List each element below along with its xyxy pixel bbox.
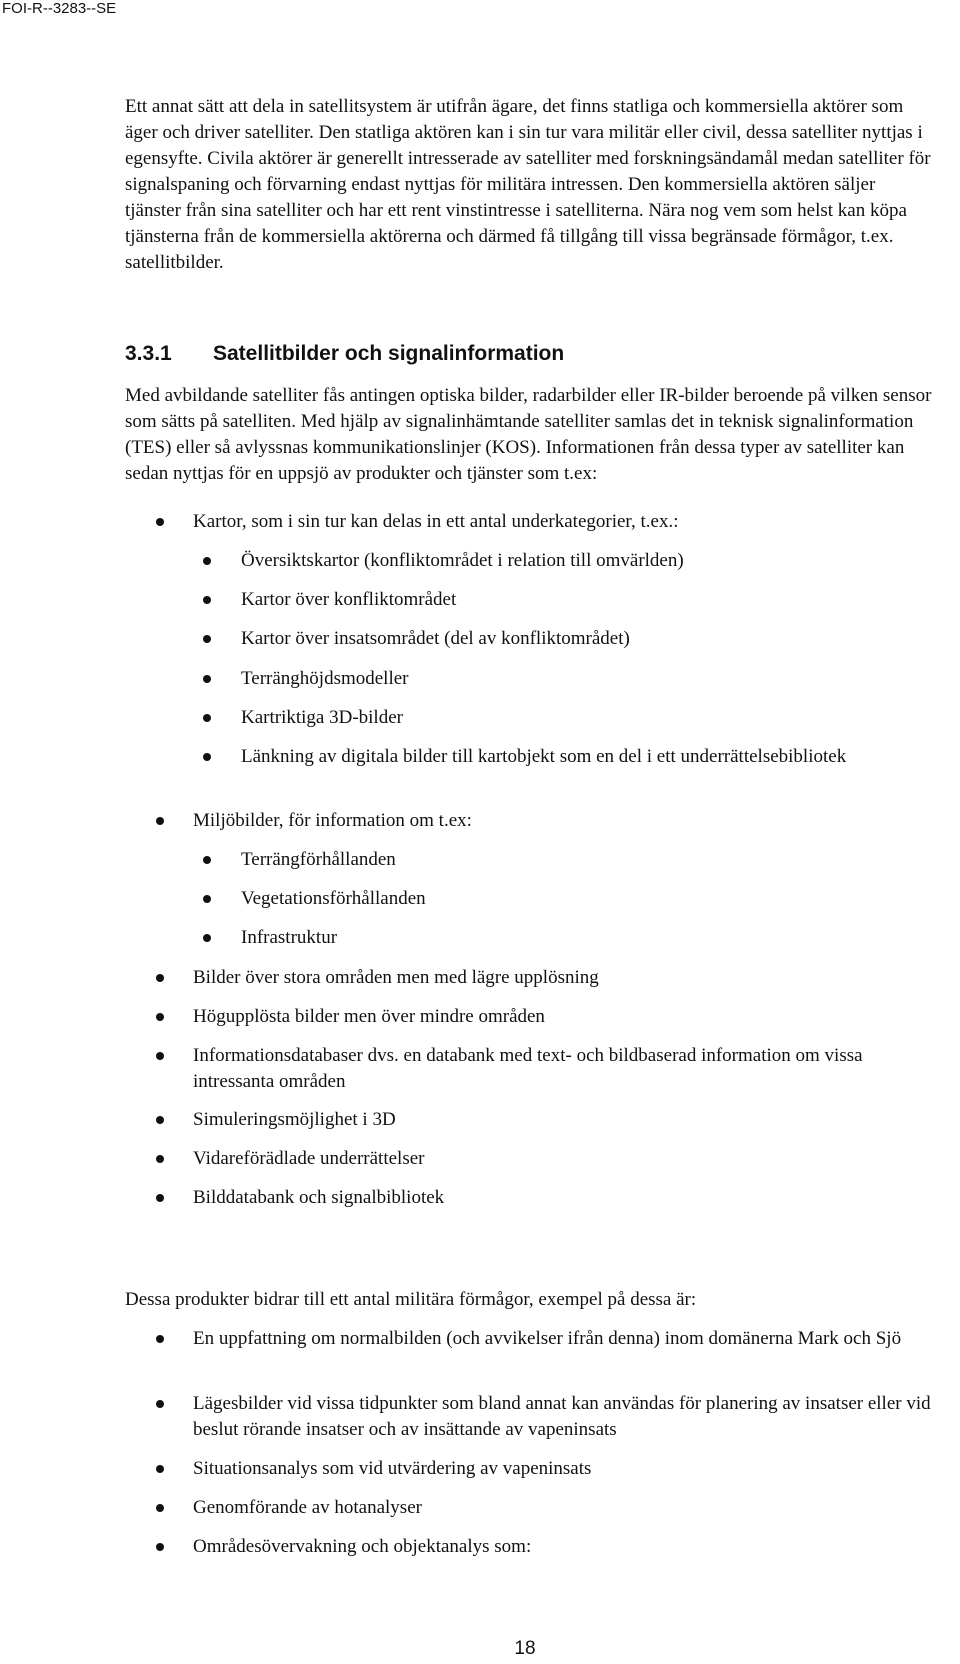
bullet-icon <box>156 974 164 982</box>
bullet-icon <box>156 1543 164 1551</box>
bullet-icon <box>156 1155 164 1163</box>
paragraph-imaging: Med avbildande satelliter fås antingen optiska bilder, radarbilder eller IR-bilder beroende på vilken sensor som sätts på satelliten. Med hjälp av signalinhämtande satelliter samlas det in teknisk signalinformation (TES) eller så avlyssnas kommunikationslinjer (KOS). Informationen från dessa typer av satelliter kan sedan nyttjas för en uppsjö av produkter och tjänster som t.ex: <box>125 385 932 484</box>
bullet-icon <box>203 934 211 942</box>
bullet-icon <box>156 1400 164 1408</box>
document-code-header: FOI-R--3283--SE <box>2 0 117 17</box>
bullet-icon <box>203 856 211 864</box>
section-heading <box>125 342 564 366</box>
bullet-icon <box>203 675 211 683</box>
bullet-icon <box>203 635 211 643</box>
bullet-icon <box>156 1504 164 1512</box>
bullet-icon <box>203 596 211 604</box>
section-number: 3.3.1 <box>125 342 172 365</box>
bullet-icon <box>203 557 211 565</box>
bullet-icon <box>156 1194 164 1202</box>
bullet-icon <box>156 1116 164 1124</box>
bullet-icon <box>203 895 211 903</box>
bullet-icon <box>156 518 164 526</box>
body-text-block <box>125 94 935 276</box>
bullet-icon <box>203 753 211 761</box>
page-number: 18 <box>514 1638 536 1659</box>
bullet-icon <box>203 714 211 722</box>
paragraph-ownership: Ett annat sätt att dela in satellitsystem är utifrån ägare, det finns statliga och kommersiella aktörer som äger och driver satelliter. Den statliga aktören kan i sin tur vara militär eller civil, dessa satelliter nyttjas i egensyfte. Civila aktörer är generellt intresserade av satelliter med forskningsändamål medan satelliter för signalspaning och förvarning endast nyttjas för militära intressen. Den kommersiella aktören säljer tjänster från sina satelliter och har ett rent vinstintresse i satelliterna. Nära nog vem som helst kan köpa tjänsterna från de kommersiella aktörerna och därmed få tillgång till vissa begränsade förmågor, t.ex. satellitbilder. <box>125 96 931 273</box>
bullet-icon <box>156 817 164 825</box>
bullet-icon <box>156 1052 164 1060</box>
bullet-icon <box>156 1013 164 1021</box>
paragraph-capabilities-intro: Dessa produkter bidrar till ett antal militära förmågor, exempel på dessa är: <box>125 1289 697 1310</box>
section-title: Satellitbilder och signalinformation <box>213 342 565 365</box>
bullet-icon <box>156 1465 164 1473</box>
bullet-icon <box>156 1335 164 1343</box>
